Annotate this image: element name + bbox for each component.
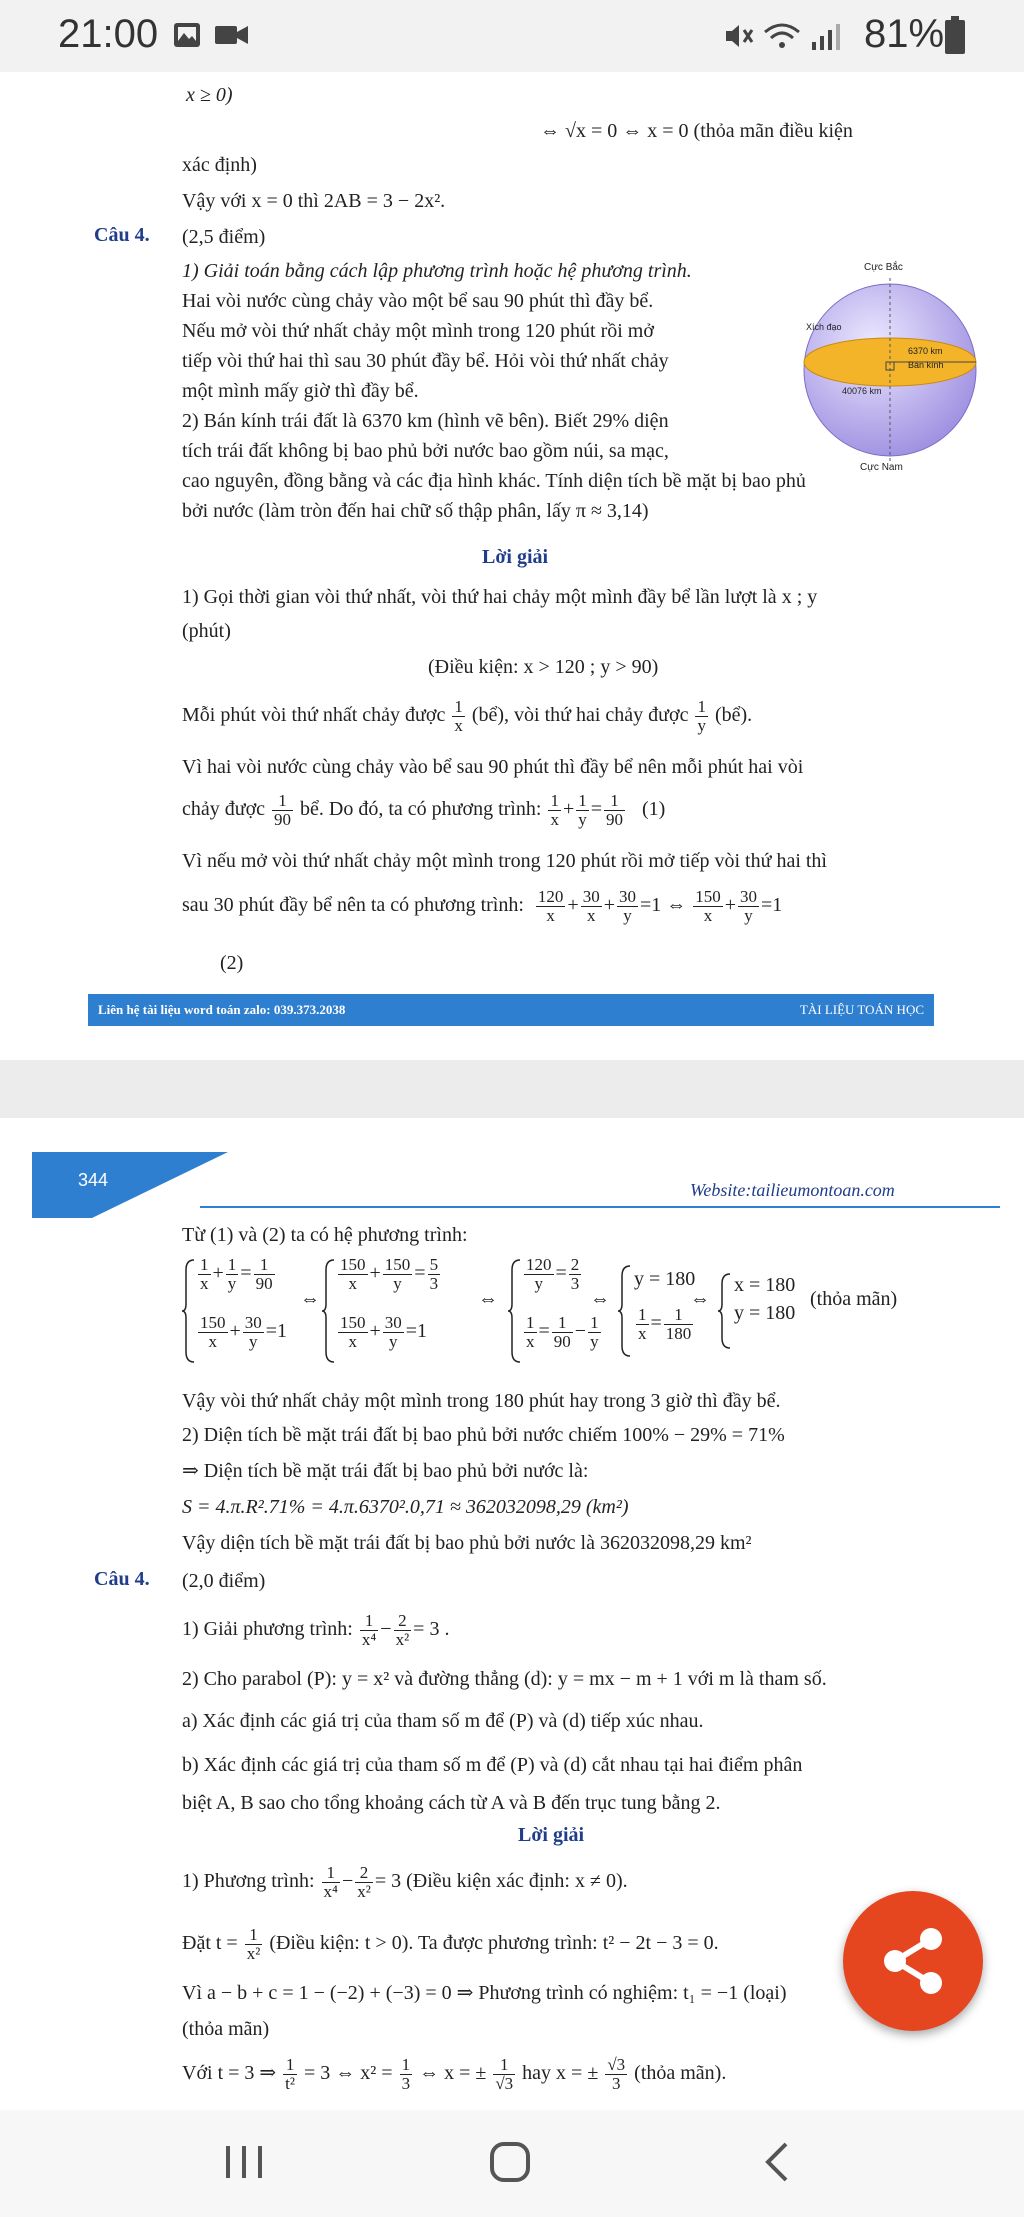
text-line: 1) Gọi thời gian vòi thứ nhất, vòi thứ hai chảy một mình đầy bể lần lượt là x ; y (182, 586, 818, 608)
website-label: Website:tailieumontoan.com (690, 1180, 895, 1200)
text-line: 2) Bán kính trái đất là 6370 km (hình vẽ bên). Biết 29% diện (182, 410, 669, 432)
document-page-2: 344 Website:tailieumontoan.com Từ (1) và (2) ta có hệ phương trình: $\frac{1}{x}$ + $\frac{1}{y}$ = $\frac{1}{90}$ $\frac{150}{x}$ + $\frac{30}{y}$ =1 ⇔ $\frac{150}{x}$ + $\frac{150}{y}$ = $\frac{5}{3}$ $\frac{150}{x}$ + $\frac{30}{y}$ =1 ⇔ $\frac{120}{y}$ = $\frac{2}{3}$ $\frac{1}{x}$ = $\frac{1}{90}$ − $\frac{1}{y}$ ⇔ y = 180 $\frac{1}{x}$ = $\frac{1}{180}$ ⇔ x = 180 y = 180 (thỏa mãn) Vậy vòi thứ nhất chảy một mình trong 180 phút hay trong 3 giờ thì đầy bể. 2) Diện tích bề mặt trái đất bị bao phủ bởi nước chiếm 100% − 29% = 71% ⇒ Diện tích bề mặt trái đất bị bao phủ bởi nước là: S = 4.π.R².71% = 4.π.6370².0,71 ≈ 362032098,29 (km²) Vậy diện tích bề mặt trái đất bị bao phủ bởi nước là 362032098,29 km² Câu 4. (2,0 điểm) 1) Giải phương trình: $\frac{1}{\text{x⁴}}$ − $\frac{2}{\text{x²}}$ = 3 . 2) Cho parabol (P): y = x² và đường thẳng (d): y = mx − m + 1 với m là tham số. a) Xác định các giá trị của tham số m để (P) và (d) tiếp xúc nhau. b) Xác định các giá trị của tham số m để (P) và (d) cắt nhau tại hai điểm phân biệt A, B sao cho tổng khoảng cách từ A và B đến trục tung bằng 2. Lời giải 1) Phương trình: $\frac{1}{\text{x⁴}}$ − $\frac{2}{\text{x²}}$ = 3 (Điều kiện xác định: x ≠ 0). Đặt t = $\frac{1}{\text{x²}}$ (Điều kiện: t > 0). Ta được phương trình: t² − 2t − 3 = 0. Vì a − b + c = 1 − (−2) + (−3) = 0 ⇒ Phương trình có nghiệm: t₁ = −1 (loại) (thỏa mãn) Với t = 3 ⇒ $\frac{1}{\text{t²}}$ = 3 ⇔ x² = $\frac{1}{3}$ ⇔ x = ± $\frac{1}{√3}$ hay x = ± $\frac{√3}{3}$ (thỏa mãn). (0, 1118, 1024, 2110)
text-span: hay x = ± (522, 2062, 599, 2085)
text-span: (Điều kiện xác định: x ≠ 0). (406, 1870, 628, 1893)
equation-line: Đặt t = $\frac{1}{\text{x²}}$ (Điều kiện: t > 0). Ta được phương trình: t² − 2t − 3 = 0. (182, 1925, 719, 1963)
text-line: Hai vòi nước cùng chảy vào một bể sau 90 phút thì đầy bể. (182, 290, 654, 312)
text-span: Đặt t = (182, 1932, 238, 1955)
system-note: (thỏa mãn) (810, 1288, 898, 1310)
text-span: Mỗi phút vòi thứ nhất chảy được (182, 704, 446, 727)
signal-icon (808, 20, 848, 52)
text-line: 2) Cho parabol (P): y = x² và đường thẳng (d): y = mx − m + 1 với m là tham số. (182, 1668, 827, 1690)
battery-icon (944, 16, 966, 56)
text-span: 1) Giải phương trình: (182, 1618, 353, 1641)
text-span: (bể). (714, 704, 753, 727)
page-footer (88, 994, 934, 1026)
text-span: ⇔ x = ± (419, 2062, 487, 2085)
page-number: 344 (78, 1170, 109, 1190)
text-line: (thỏa mãn) (182, 2018, 270, 2040)
text-span: (bể), vòi thứ hai chảy được (471, 704, 689, 727)
text-span: (1) (642, 798, 666, 821)
share-button[interactable] (843, 1891, 983, 2031)
status-bar (0, 0, 1024, 72)
circumference-label: 40076 km (842, 386, 882, 396)
navigation-bar (0, 2110, 1024, 2217)
text-span: 1) Phương trình: (182, 1870, 315, 1893)
text-line: biệt A, B sao cho tổng khoảng cách từ A và B đến trục tung bằng 2. (182, 1792, 721, 1814)
text-line: Vậy diện tích bề mặt trái đất bị bao phủ bởi nước là 362032098,29 km² (182, 1532, 752, 1554)
text-line: 2) Diện tích bề mặt trái đất bị bao phủ bởi nước chiếm 100% − 29% = 71% (182, 1424, 785, 1446)
question-label: Câu 4. (94, 224, 150, 246)
text-line: tích trái đất không bị bao phủ bởi nước bao gồm núi, sa mạc, (182, 440, 669, 462)
document-page-1 (0, 72, 1024, 1060)
text-span: = 3 ⇔ x² = (304, 2062, 393, 2085)
solution-title: Lời giải (518, 1824, 585, 1846)
text-line: (phút) (182, 620, 231, 642)
back-button[interactable] (758, 2138, 798, 2186)
page-number-tab (32, 1152, 232, 1222)
question-points: (2,0 điểm) (182, 1570, 266, 1592)
text-span: (Điều kiện: t > 0). Ta được phương trình: t² − 2t − 3 = 0. (269, 1932, 719, 1955)
solution-title: Lời giải (482, 546, 549, 568)
text-line: một mình mấy giờ thì đầy bể. (182, 380, 419, 402)
earth-globe-illustration (790, 262, 990, 482)
recent-apps-button[interactable] (222, 2140, 266, 2184)
gallery-icon (172, 20, 202, 50)
text-line: ⇒ Diện tích bề mặt trái đất bị bao phủ bởi nước là: (182, 1460, 589, 1482)
text-line: Vì hai vòi nước cùng chảy vào bể sau 90 phút thì đầy bể nên mỗi phút hai vòi (182, 756, 804, 778)
equator-label: Xích đạo (806, 322, 842, 332)
earth-figure (790, 262, 990, 482)
wifi-icon (762, 20, 802, 52)
text-line: tiếp vòi thứ hai thì sau 30 phút đầy bể. Hỏi vòi thứ nhất chảy (182, 350, 669, 372)
text-line: (Điều kiện: x > 120 ; y > 90) (428, 656, 659, 678)
text-line: x ≥ 0) (186, 84, 233, 106)
text-line: Từ (1) và (2) ta có hệ phương trình: (182, 1224, 468, 1246)
text-span: (thỏa mãn). (634, 2062, 727, 2085)
share-icon (843, 1891, 983, 2031)
header-rule (200, 1206, 1000, 1208)
text-line: a) Xác định các giá trị của tham số m để (P) và (d) tiếp xúc nhau. (182, 1710, 704, 1732)
radius-value-label: 6370 km (908, 346, 943, 356)
question-points: (2,5 điểm) (182, 226, 266, 248)
equation-line: 1) Giải phương trình: $\frac{1}{\text{x⁴}}$ − $\frac{2}{\text{x²}}$ = 3 . (182, 1611, 450, 1649)
text-span: sau 30 phút đầy bể nên ta có phương trình: (182, 894, 524, 917)
text-span: chảy được (182, 798, 266, 821)
status-time: 21:00 (58, 12, 159, 56)
text-line: 1) Giải toán bằng cách lập phương trình hoặc hệ phương trình. (182, 260, 692, 282)
footer-contact: Liên hệ tài liệu word toán zalo: 039.373.2038 (98, 1002, 346, 1017)
home-button[interactable] (486, 2138, 534, 2186)
footer-brand: TÀI LIỆU TOÁN HỌC (799, 1002, 924, 1017)
mute-icon (722, 20, 754, 52)
radius-label: Bán kính (908, 360, 944, 370)
text-line: Vì nếu mở vòi thứ nhất chảy một mình trong 120 phút rồi mở tiếp vòi thứ hai thì (182, 850, 827, 872)
text-line: (2) (220, 952, 244, 974)
battery-percent: 81% (864, 12, 945, 56)
text-span: Với t = 3 ⇒ (182, 2062, 277, 2085)
north-pole-label: Cực Bắc (864, 262, 903, 273)
equation-line: sau 30 phút đầy bể nên ta có phương trình: $\frac{120}{x}$ + $\frac{30}{x}$ + $\frac{30}{y}$ =1 ⇔ $\frac{150}{x}$ + $\frac{30}{y}$ =1 (182, 887, 783, 925)
text-line: xác định) (182, 154, 257, 176)
equation-line: 1) Phương trình: $\frac{1}{\text{x⁴}}$ − $\frac{2}{\text{x²}}$ = 3 (Điều kiện xác định: x ≠ 0). (182, 1863, 628, 1901)
south-pole-label: Cực Nam (860, 462, 903, 473)
text-line: Vậy vòi thứ nhất chảy một mình trong 180 phút hay trong 3 giờ thì đầy bể. (182, 1390, 781, 1412)
text-line: Vì a − b + c = 1 − (−2) + (−3) = 0 ⇒ Phương trình có nghiệm: t₁ = −1 (loại) (182, 1982, 787, 2004)
text-line: Nếu mở vòi thứ nhất chảy một mình trong 120 phút rồi mở (182, 320, 654, 342)
text-line: bởi nước (làm tròn đến hai chữ số thập phân, lấy π ≈ 3,14) (182, 500, 649, 522)
page-gap (0, 1060, 1024, 1118)
text-line: S = 4.π.R².71% = 4.π.6370².0,71 ≈ 362032098,29 (km²) (182, 1496, 629, 1518)
text-line: cao nguyên, đồng bằng và các địa hình khác. Tính diện tích bề mặt bị bao phủ (182, 470, 806, 492)
video-icon (214, 20, 250, 50)
equation-line: Mỗi phút vòi thứ nhất chảy được $\frac{1}{x}$ (bể), vòi thứ hai chảy được $\frac{1}{y}$ (bể). (182, 697, 753, 735)
question-label: Câu 4. (94, 1568, 150, 1590)
text-line: b) Xác định các giá trị của tham số m để (P) và (d) cắt nhau tại hai điểm phân (182, 1754, 803, 1776)
text-line: ⇔ √x = 0 ⇔ x = 0 (thỏa mãn điều kiện (540, 120, 853, 142)
equation-line: Với t = 3 ⇒ $\frac{1}{\text{t²}}$ = 3 ⇔ x² = $\frac{1}{3}$ ⇔ x = ± $\frac{1}{√3}$ hay x = ± $\frac{√3}{3}$ (thỏa mãn). (182, 2055, 727, 2093)
text-span: bể. Do đó, ta có phương trình: (300, 798, 542, 821)
equation-line: chảy được $\frac{1}{90}$ bể. Do đó, ta có phương trình: $\frac{1}{x}$ + $\frac{1}{y}$ = $\frac{1}{90}$ (1) (182, 791, 666, 829)
text-line: Vậy với x = 0 thì 2AB = 3 − 2x². (182, 190, 446, 212)
